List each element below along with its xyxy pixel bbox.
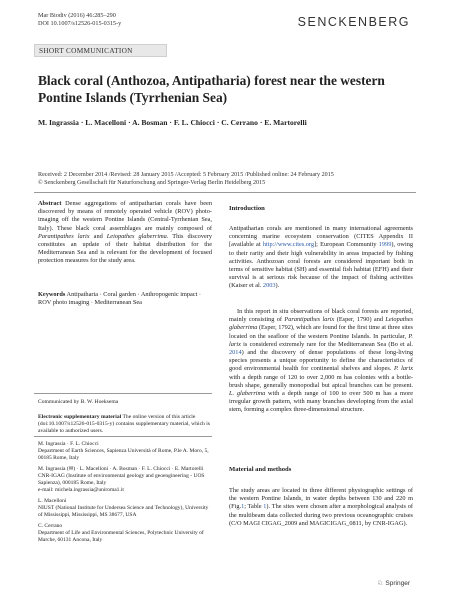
affiliation-divider (34, 436, 212, 437)
intro-text: with a depth range of 100 to over 500 m has a more irregular growth pattern, with many branches developing from the axial stem, forming a complex three-dimensional structure. (229, 390, 413, 414)
introduction-heading: Introduction (229, 205, 265, 212)
keywords-label: Keywords (38, 291, 66, 298)
methods-text: ). The sites were chosen after a morphological analysis of the multibeam data collected during two previous oceanographic cruises (C/O MAGI CIGAG_2009 and MAGICIGAG_0811, by CNR-IGAG). (229, 503, 413, 527)
intro-text: with a depth range of 120 to over 2,000 m has colonies with a bottle-brush shape, generally monopodial but apical branches can be present. (229, 373, 413, 389)
intro-text: In this report in situ observations of black coral forests are reported, mainly consisting of (229, 308, 413, 324)
affiliation-names: C. Cerrano (38, 523, 63, 529)
intro-text: ). (275, 282, 280, 290)
methods-text: ; Table (244, 503, 262, 511)
species-name: P. larix (229, 332, 413, 348)
intro-text: ]; European Community (314, 241, 377, 249)
species-name: L. glaberrima (229, 390, 266, 398)
methods-paragraph-1 (229, 487, 413, 528)
species-name: Parantipathes larix (284, 316, 335, 324)
springer-horse-icon: ♘ (377, 580, 384, 587)
copyright-line: © Senckenberg Gesellschaft für Naturforschung and Springer-Verlag Berlin Heidelberg 2015 (38, 180, 266, 186)
publication-history (38, 171, 428, 187)
journal-header (38, 12, 121, 28)
corresponding-email[interactable]: e-mail: michela.ingrassia@uniroma1.it (38, 487, 124, 493)
table-link[interactable]: 1 (263, 503, 267, 511)
doi-text: DOI 10.1007/s12526-015-0315-y (38, 20, 122, 27)
affiliation-names: M. Ingrassia (✉) · L. Macelloni · A. Bosman · F. L. Chiocci · E. Martorelli (38, 466, 204, 472)
affiliation-3 (38, 498, 212, 519)
affiliation-names: M. Ingrassia · F. L. Chiocci (38, 441, 99, 447)
abstract-block (38, 200, 212, 266)
esm-label: Electronic supplementary material (38, 414, 122, 420)
supplementary-material-note (38, 414, 212, 435)
article-type-banner: SHORT COMMUNICATION (34, 44, 167, 57)
intro-text: (Esper, 1792), which are found for the first time at three sites located on the seafloor of the western Pontine Islands. In particular, (229, 324, 413, 340)
abstract-text-b: . This discovery constitutes an update of their habitat distribution for the Mediterranean Sea and is relevant for the development of focused protection measures for the study area. (38, 232, 213, 265)
intro-text: Antipatharian corals are mentioned in many international agreements concerning marine ecosystem conservation (CITES Appendix II [available at (229, 225, 413, 249)
affiliation-2 (38, 466, 212, 494)
keywords-block (38, 291, 212, 307)
article-title: Black coral (Anthozoa, Antipatharia) forest near the western Pontine Islands (Tyrrhenian Sea) (38, 73, 385, 105)
author-list: M. Ingrassia · L. Macelloni · A. Bosman · F. L. Chiocci · C. Cerrano · E. Martorelli (38, 118, 307, 127)
introduction-paragraph-1 (229, 225, 413, 291)
species-name: Leiopathes glaberrima (229, 316, 414, 332)
citation-link[interactable]: 2003 (262, 282, 276, 290)
cites-link[interactable]: http://www.cites.org (262, 241, 315, 249)
affiliation-names: L. Macelloni (38, 498, 67, 504)
citation-link[interactable]: 2014 (229, 349, 242, 357)
methods-text: The study areas are located in three different physiographic settings of the western Pontine Islands, in water depths between 130 and 220 m (Fig. (229, 487, 413, 511)
communicated-by: Communicated by B. W. Hoeksema (38, 399, 119, 405)
affiliations (38, 441, 212, 548)
abstract-label: Abstract (38, 200, 62, 207)
keywords-text: Antipatharia · Coral garden · Anthropogenic impact · ROV photo imaging · Mediterranean Sea (38, 291, 201, 307)
journal-citation: Mar Biodiv (2016) 46:285–290 (38, 12, 116, 19)
abstract-text-a: Dense aggregations of antipatharian corals have been discovered by means of remotely operated vehicle (ROV) photo-imaging off the western Pontine Islands (Central-Tyrrhenian Sea, Italy). These black coral assemblages are mainly composed of (38, 200, 213, 232)
abstract-species-1: Parantipathes larix (38, 232, 90, 240)
citation-link[interactable]: 1999 (378, 241, 392, 249)
species-name: P. larix (393, 365, 413, 373)
affiliation-address: NIUST (National Institute for Undersea Science and Technology), University of Mississippi, Mississippi, MS 38677, USA (38, 505, 209, 518)
affiliation-address: CNR-IGAG (Institute of environmental geology and geoengineering - UOS Sapienza), 000185 Rome, Italy (38, 473, 205, 486)
introduction-paragraph-2 (229, 308, 413, 415)
affiliation-1 (38, 441, 212, 462)
footnote-divider (34, 393, 212, 394)
affiliation-address: Department of Earth Sciences, Sapienza Università of Rome, P.le A. Moro, 5, 00185 Rome, Italy (38, 448, 209, 461)
figure-link[interactable]: 1 (241, 503, 245, 511)
methods-heading: Material and methods (229, 466, 292, 473)
esm-text: The online version of this article (doi:10.1007/s12526-015-0315-y) contains supplementary material, which is available to authorized users. (38, 414, 210, 434)
affiliation-4 (38, 523, 212, 544)
abstract-species-2: Leiopathes glaberrima (106, 232, 167, 240)
header-divider (34, 192, 416, 193)
intro-text: is considered extremely rare for the Mediterranean Sea (Bo et al. (243, 340, 413, 348)
senckenberg-logo: SENCKENBERG (297, 15, 410, 29)
intro-text: (Esper, 1790) and (336, 316, 383, 324)
affiliation-address: Department of Life and Environmental Sciences, Polytechnic University of Marche, 60131 Ancona, Italy (38, 530, 204, 543)
abstract-and: and (93, 232, 103, 240)
received-dates: Received: 2 December 2014 /Revised: 28 January 2015 /Accepted: 5 February 2015 /Published online: 24 February 2015 (38, 172, 334, 178)
intro-text: ) and the discovery of dense populations of these long-living species presents a unique opportunity to define the characteristics of good environmental health for continental shelves and slopes. (229, 349, 413, 373)
publisher-name: Springer (385, 580, 410, 587)
springer-logo (377, 579, 410, 587)
intro-text: ), owing to their rarity and their high vulnerability in areas impacted by fishing activities. Anthozoan coral forests are considered important both in terms of sensitive habitat (SH) and essential fish habitat (EFH) and their survival is at serious risk because of the impact of fishing activities (Kaiser et al. (229, 241, 414, 290)
